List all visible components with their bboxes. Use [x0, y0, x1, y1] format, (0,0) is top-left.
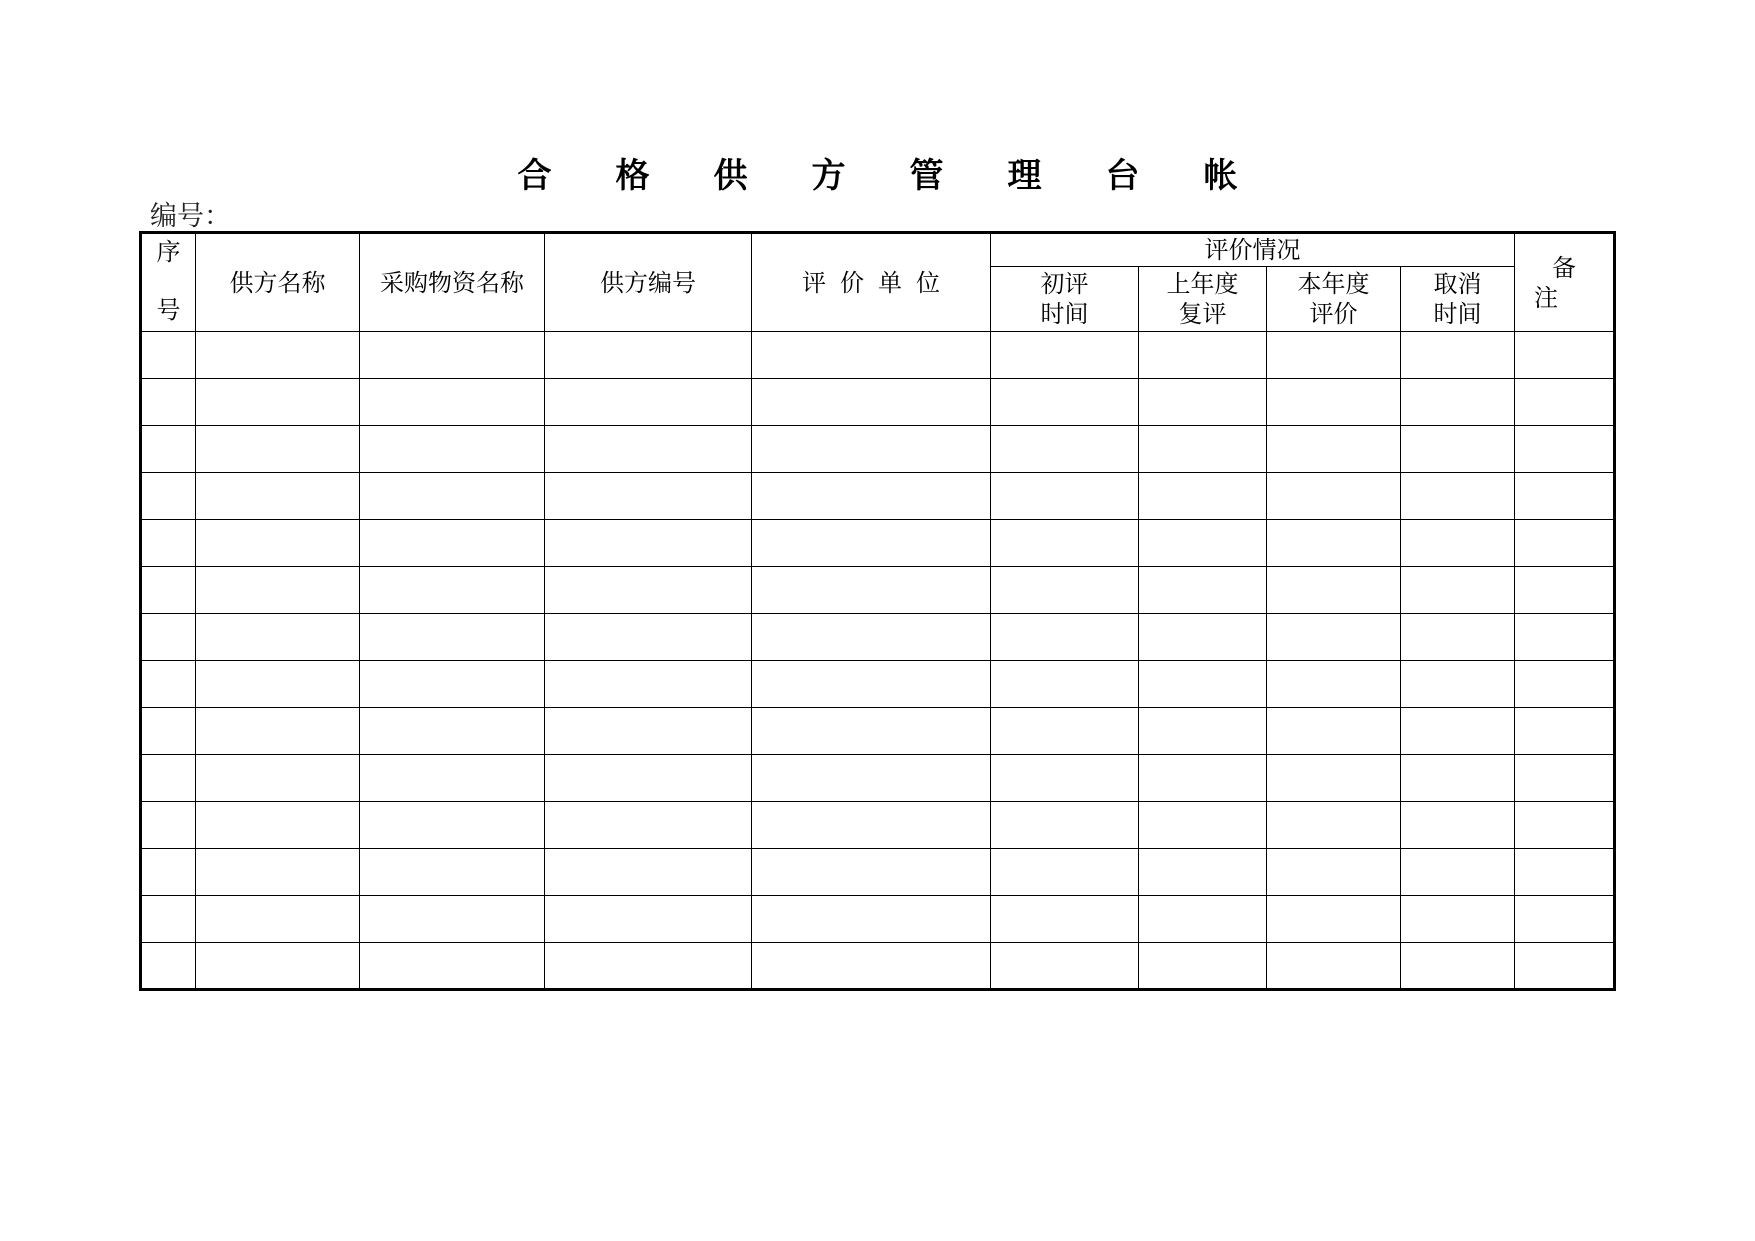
- table-cell[interactable]: [752, 708, 991, 755]
- table-cell[interactable]: [196, 708, 360, 755]
- table-cell[interactable]: [1515, 520, 1615, 567]
- table-cell[interactable]: [141, 614, 196, 661]
- table-cell[interactable]: [360, 755, 545, 802]
- table-cell[interactable]: [545, 943, 752, 990]
- table-cell[interactable]: [360, 661, 545, 708]
- table-cell[interactable]: [1139, 614, 1267, 661]
- table-row: [141, 802, 1615, 849]
- table-cell[interactable]: [1401, 520, 1515, 567]
- table-cell[interactable]: [1139, 567, 1267, 614]
- table-row: [141, 849, 1615, 896]
- header-initial-eval-line2: 时间: [1040, 300, 1089, 328]
- table-cell[interactable]: [991, 849, 1139, 896]
- table-cell[interactable]: [1401, 661, 1515, 708]
- table-cell[interactable]: [545, 755, 752, 802]
- header-cancel-time: [1401, 267, 1515, 332]
- table-cell[interactable]: [752, 614, 991, 661]
- header-seq-bottom: 号: [156, 295, 181, 324]
- header-this-year-line2: 评价: [1309, 300, 1358, 328]
- header-supplier-name: 供方名称: [196, 233, 360, 332]
- table-cell[interactable]: [545, 849, 752, 896]
- table-cell[interactable]: [1401, 943, 1515, 990]
- table-cell[interactable]: [1515, 661, 1615, 708]
- table-row: [141, 473, 1615, 520]
- header-last-year-line1: 上年度: [1166, 270, 1239, 298]
- table-cell[interactable]: [1401, 379, 1515, 426]
- table-cell[interactable]: [141, 708, 196, 755]
- table-cell[interactable]: [1515, 332, 1615, 379]
- table-cell[interactable]: [545, 614, 752, 661]
- table-row: [141, 661, 1615, 708]
- table-cell[interactable]: [196, 567, 360, 614]
- table-cell[interactable]: [1401, 614, 1515, 661]
- table-cell[interactable]: [991, 661, 1139, 708]
- table-cell[interactable]: [1515, 426, 1615, 473]
- table-cell[interactable]: [1515, 614, 1615, 661]
- table-cell[interactable]: [1401, 708, 1515, 755]
- table-cell[interactable]: [141, 473, 196, 520]
- table-cell[interactable]: [545, 661, 752, 708]
- table-cell[interactable]: [141, 661, 196, 708]
- table-cell[interactable]: [1401, 755, 1515, 802]
- table-cell[interactable]: [991, 520, 1139, 567]
- table-cell[interactable]: [360, 379, 545, 426]
- table-cell[interactable]: [196, 802, 360, 849]
- table-cell[interactable]: [360, 473, 545, 520]
- table-cell[interactable]: [1139, 332, 1267, 379]
- table-cell[interactable]: [141, 567, 196, 614]
- table-cell[interactable]: [1139, 802, 1267, 849]
- table-row: [141, 379, 1615, 426]
- table-cell[interactable]: [545, 379, 752, 426]
- table-cell[interactable]: [752, 567, 991, 614]
- table-cell[interactable]: [1139, 708, 1267, 755]
- table-cell[interactable]: [141, 426, 196, 473]
- table-cell[interactable]: [196, 896, 360, 943]
- table-cell[interactable]: [752, 379, 991, 426]
- table-cell[interactable]: [545, 896, 752, 943]
- table-cell[interactable]: [991, 379, 1139, 426]
- table-cell[interactable]: [1515, 849, 1615, 896]
- table-cell[interactable]: [360, 943, 545, 990]
- table-cell[interactable]: [1267, 426, 1401, 473]
- table-cell[interactable]: [752, 849, 991, 896]
- header-supplier-code: 供方编号: [545, 233, 752, 332]
- table-cell[interactable]: [1515, 896, 1615, 943]
- page-title: 合格供方管理台帐: [517, 156, 1302, 196]
- table-cell[interactable]: [1139, 473, 1267, 520]
- header-this-year-line1: 本年度: [1297, 270, 1370, 298]
- table-cell[interactable]: [752, 661, 991, 708]
- table-cell[interactable]: [196, 426, 360, 473]
- table-cell[interactable]: [141, 379, 196, 426]
- table-cell[interactable]: [545, 426, 752, 473]
- table-cell[interactable]: [545, 520, 752, 567]
- table-cell[interactable]: [991, 567, 1139, 614]
- table-cell[interactable]: [1267, 802, 1401, 849]
- table-cell[interactable]: [752, 332, 991, 379]
- table-cell[interactable]: [752, 943, 991, 990]
- table-cell[interactable]: [141, 849, 196, 896]
- table-cell[interactable]: [1267, 520, 1401, 567]
- table-cell[interactable]: [196, 332, 360, 379]
- table-cell[interactable]: [752, 896, 991, 943]
- table-cell[interactable]: [1401, 426, 1515, 473]
- table-cell[interactable]: [141, 332, 196, 379]
- table-cell[interactable]: [1401, 802, 1515, 849]
- table-cell[interactable]: [1401, 332, 1515, 379]
- table-cell[interactable]: [360, 520, 545, 567]
- table-cell[interactable]: [545, 473, 752, 520]
- table-cell[interactable]: [360, 896, 545, 943]
- table-cell[interactable]: [360, 332, 545, 379]
- table-cell[interactable]: [545, 567, 752, 614]
- header-cancel-line2: 时间: [1433, 300, 1482, 328]
- table-cell[interactable]: [141, 802, 196, 849]
- table-cell[interactable]: [141, 755, 196, 802]
- table-cell[interactable]: [991, 614, 1139, 661]
- table-cell[interactable]: [1267, 379, 1401, 426]
- table-cell[interactable]: [1515, 379, 1615, 426]
- table-row: [141, 520, 1615, 567]
- table-cell[interactable]: [360, 849, 545, 896]
- table-row: [141, 614, 1615, 661]
- supplier-ledger-table: [139, 231, 1616, 991]
- table-cell[interactable]: [1267, 708, 1401, 755]
- header-last-year-line2: 复评: [1178, 300, 1227, 328]
- table-cell[interactable]: [196, 755, 360, 802]
- table-cell[interactable]: [752, 473, 991, 520]
- table-cell[interactable]: [141, 896, 196, 943]
- table-cell[interactable]: [752, 520, 991, 567]
- table-cell[interactable]: [1139, 379, 1267, 426]
- header-row-top: [141, 233, 1615, 267]
- table-cell[interactable]: [991, 755, 1139, 802]
- table-cell[interactable]: [752, 755, 991, 802]
- document-number-label: 编号：: [150, 201, 231, 232]
- table-cell[interactable]: [196, 473, 360, 520]
- table-cell[interactable]: [196, 943, 360, 990]
- table-cell[interactable]: [991, 708, 1139, 755]
- table-cell[interactable]: [1139, 755, 1267, 802]
- table-cell[interactable]: [1139, 943, 1267, 990]
- table-cell[interactable]: [545, 332, 752, 379]
- table-cell[interactable]: [991, 426, 1139, 473]
- table-cell[interactable]: [1139, 849, 1267, 896]
- table-cell[interactable]: [991, 473, 1139, 520]
- table-cell[interactable]: [1401, 896, 1515, 943]
- table-cell[interactable]: [1515, 708, 1615, 755]
- table-row: [141, 943, 1615, 990]
- header-initial-eval-line1: 初评: [1040, 270, 1089, 298]
- table-cell[interactable]: [1139, 661, 1267, 708]
- table-cell[interactable]: [360, 426, 545, 473]
- table-cell[interactable]: [1515, 943, 1615, 990]
- table-cell[interactable]: [1401, 473, 1515, 520]
- table-cell[interactable]: [1267, 332, 1401, 379]
- table-cell[interactable]: [1267, 943, 1401, 990]
- header-evaluating-unit: 评价单位: [752, 233, 991, 332]
- table-cell[interactable]: [1139, 896, 1267, 943]
- table-cell[interactable]: [752, 802, 991, 849]
- table-cell[interactable]: [1267, 614, 1401, 661]
- table-cell[interactable]: [1139, 520, 1267, 567]
- table-cell[interactable]: [196, 614, 360, 661]
- table-cell[interactable]: [196, 379, 360, 426]
- table-cell[interactable]: [991, 896, 1139, 943]
- table-row: [141, 755, 1615, 802]
- header-cancel-line1: 取消: [1433, 270, 1482, 298]
- header-last-year-review: [1139, 267, 1267, 332]
- table-cell[interactable]: [752, 426, 991, 473]
- table-cell[interactable]: [1515, 802, 1615, 849]
- table-row: [141, 567, 1615, 614]
- table-cell[interactable]: [1267, 661, 1401, 708]
- table-row: [141, 708, 1615, 755]
- table-row: [141, 896, 1615, 943]
- table-cell[interactable]: [196, 849, 360, 896]
- table-cell[interactable]: [1515, 567, 1615, 614]
- table-cell[interactable]: [360, 614, 545, 661]
- table-cell[interactable]: [545, 802, 752, 849]
- table-row: [141, 426, 1615, 473]
- table-cell[interactable]: [1515, 755, 1615, 802]
- table-cell[interactable]: [1139, 426, 1267, 473]
- table-cell[interactable]: [1401, 567, 1515, 614]
- table-cell[interactable]: [141, 520, 196, 567]
- header-evaluation-group: 评价情况: [991, 233, 1515, 267]
- table-cell[interactable]: [360, 567, 545, 614]
- table-cell[interactable]: [141, 943, 196, 990]
- header-material-name: 采购物资名称: [360, 233, 545, 332]
- table-cell[interactable]: [991, 332, 1139, 379]
- header-seq-top: 序: [156, 237, 181, 266]
- table-cell[interactable]: [360, 802, 545, 849]
- table-body: [141, 332, 1615, 990]
- header-remarks: 备注: [1515, 233, 1615, 332]
- table-cell[interactable]: [991, 802, 1139, 849]
- header-this-year-eval: [1267, 267, 1401, 332]
- table-row: [141, 332, 1615, 379]
- table-cell[interactable]: [1267, 896, 1401, 943]
- table-cell[interactable]: [360, 708, 545, 755]
- table-cell[interactable]: [545, 708, 752, 755]
- table-cell[interactable]: [1267, 473, 1401, 520]
- header-initial-eval-time: [991, 267, 1139, 332]
- header-seq: [141, 233, 196, 332]
- table-cell[interactable]: [196, 661, 360, 708]
- table-cell[interactable]: [1401, 849, 1515, 896]
- table-cell[interactable]: [1267, 755, 1401, 802]
- table-cell[interactable]: [991, 943, 1139, 990]
- table-cell[interactable]: [1515, 473, 1615, 520]
- table-cell[interactable]: [196, 520, 360, 567]
- table-cell[interactable]: [1267, 567, 1401, 614]
- table-cell[interactable]: [1267, 849, 1401, 896]
